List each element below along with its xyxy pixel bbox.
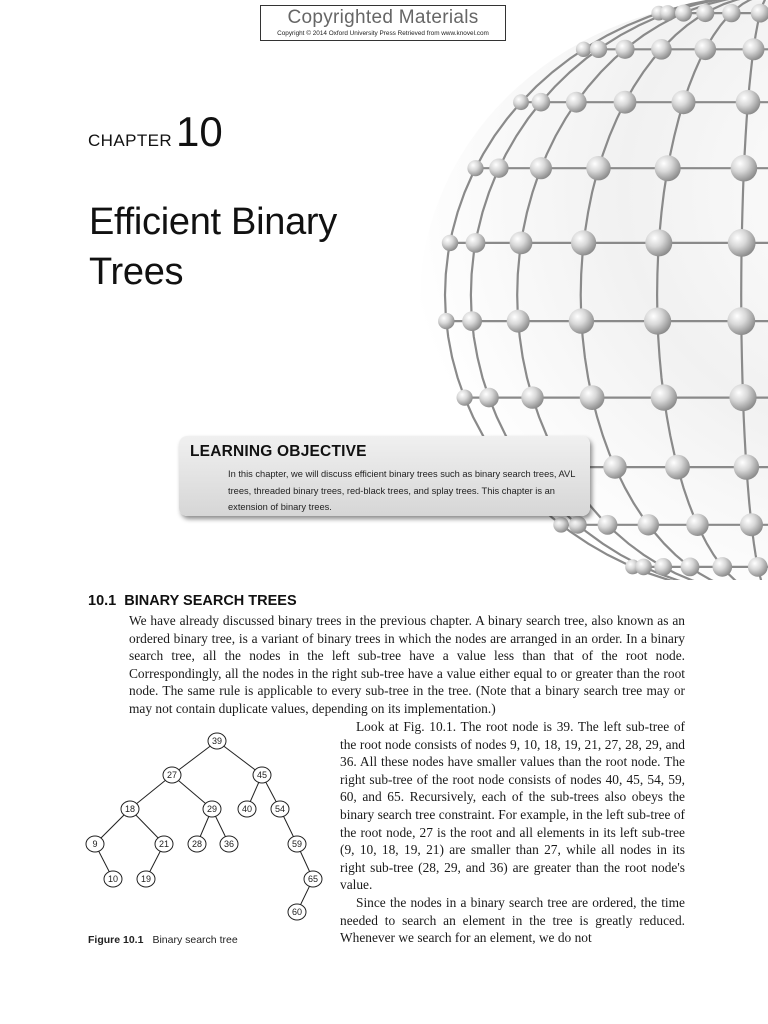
figure-label: Figure 10.1 [88, 934, 144, 946]
globe-node-sphere [614, 91, 637, 114]
globe-node-sphere [521, 386, 543, 408]
globe-node-sphere [686, 514, 708, 536]
tree-node-label: 27 [166, 770, 178, 781]
globe-node-sphere [462, 311, 482, 331]
tree-node-21 [155, 836, 173, 852]
globe-node-sphere [569, 516, 587, 534]
globe-node-sphere [654, 558, 672, 576]
tree-node-59 [288, 836, 306, 852]
globe-node-sphere [530, 157, 552, 179]
tree-node-label: 59 [291, 839, 303, 850]
globe-node-sphere [644, 308, 671, 335]
globe-node-sphere [655, 155, 681, 181]
section-heading [88, 593, 297, 609]
globe-node-sphere [743, 38, 765, 60]
copyright-title: Copyrighted Materials [287, 7, 479, 28]
chapter-title [89, 197, 409, 297]
tree-node-18 [121, 801, 139, 817]
body-paragraph-1 [129, 612, 685, 718]
globe-node-sphere [651, 384, 677, 410]
globe-node-sphere [438, 313, 454, 329]
globe-node-sphere [727, 307, 755, 335]
globe-node-sphere [489, 159, 508, 178]
globe-node-sphere [748, 557, 768, 577]
globe-node-sphere [729, 384, 756, 411]
globe-node-sphere [660, 5, 676, 21]
tree-node-label: 40 [241, 804, 253, 815]
tree-node-65 [304, 871, 322, 887]
tree-node-45 [253, 767, 271, 783]
chapter-title-line-1: Efficient Binary [89, 201, 337, 243]
chapter-label [88, 108, 223, 156]
globe-node-sphere [513, 94, 529, 110]
tree-node-label: 9 [92, 839, 98, 850]
tree-node-label: 54 [274, 804, 286, 815]
tree-node-label: 10 [107, 874, 119, 885]
chapter-word: CHAPTER [88, 131, 173, 150]
globe-node-sphere [586, 156, 610, 180]
tree-node-label: 60 [291, 907, 303, 918]
body-paragraph-3: Since the nodes in a binary search tree are ordered, the time needed to search an element in the tree is greatly reduced. Whenever we search for an element, we do not [340, 894, 685, 946]
globe-node-sphere [569, 308, 594, 333]
globe-node-sphere [675, 5, 692, 22]
globe-node-sphere [510, 232, 533, 255]
tree-node-label: 45 [256, 770, 268, 781]
globe-node-sphere [734, 454, 759, 479]
tree-node-9 [86, 836, 104, 852]
globe-node-sphere [651, 39, 672, 60]
globe-node-sphere [731, 155, 758, 182]
copyright-line: Copyright © 2014 Oxford University Press Retrieved from www.knovel.com [277, 30, 489, 37]
globe-node-sphere [635, 559, 652, 576]
body-paragraph-2: Look at Fig. 10.1. The root node is 39. The left sub-tree of the root node consists of nodes 9, 10, 18, 19, 21, 27, 28, 29, and 36. All these nodes have smaller values than the root node. The right sub-tree of the root node consists of nodes 40, 45, 54, 59, 60, and 65. Recursively, each of the sub-trees also obeys the binary search tree constraint. For example, in the left sub-tree of the root node, 27 is the root and all elements in its left sub-tree (9, 10, 18, 19, 21) are smaller than 27, while all nodes in its right sub-tree (28, 29, and 36) are greater than the root node's value. [340, 719, 685, 893]
body-column-right [340, 718, 685, 947]
globe-node-sphere [728, 229, 756, 257]
globe-node-sphere [598, 515, 618, 535]
globe-node-sphere [681, 558, 700, 577]
globe-node-sphere [442, 235, 458, 251]
tree-node-label: 28 [191, 839, 203, 850]
globe-node-sphere [695, 39, 717, 61]
globe-node-sphere [696, 4, 714, 22]
globe-node-sphere [638, 514, 659, 535]
globe-node-sphere [457, 390, 473, 406]
globe-node-sphere [571, 230, 596, 255]
tree-node-label: 21 [158, 839, 170, 850]
chapter-title-line-2: Trees [89, 251, 184, 293]
globe-node-sphere [466, 233, 486, 253]
globe-node-sphere [553, 517, 569, 533]
globe-node-sphere [507, 310, 530, 333]
globe-node-sphere [479, 388, 499, 408]
globe-node-sphere [532, 93, 551, 112]
globe-node-sphere [722, 4, 740, 22]
tree-node-label: 18 [124, 804, 136, 815]
tree-node-27 [163, 767, 181, 783]
paragraph-text: We have already discussed binary trees in the previous chapter. A binary search tree, also known as an ordered binary tree, is a variant of binary trees in which the nodes are arranged in an order. In a binary search tree, all the nodes in the left sub-tree have a value less than that of the root node. Correspondingly, all the nodes in the right sub-tree have a value either equal to or greater than the root node. The same rule is applicable to every sub-tree in the tree. (Note that a binary search tree may or may not contain duplicate values, depending on its implementation.) [129, 613, 685, 716]
learning-objective-text: In this chapter, we will discuss efficient binary trees such as binary search trees, AVL trees, threaded binary trees, red-black trees, and splay trees. This chapter is an extension of binary trees. [228, 469, 576, 512]
globe-node-sphere [590, 41, 607, 58]
globe-node-sphere [603, 455, 626, 478]
chapter-number: 10 [176, 108, 223, 155]
globe-node-sphere [615, 40, 634, 59]
binary-search-tree-figure [80, 728, 330, 926]
globe-node-sphere [665, 455, 690, 480]
tree-node-29 [203, 801, 221, 817]
section-number: 10.1 [88, 593, 117, 609]
tree-node-28 [188, 836, 206, 852]
tree-node-19 [137, 871, 155, 887]
globe-node-sphere [672, 90, 696, 114]
learning-objective-heading: LEARNING OBJECTIVE [190, 443, 367, 460]
globe-node-sphere [736, 90, 761, 115]
globe-node-sphere [580, 385, 605, 410]
tree-node-40 [238, 801, 256, 817]
globe-node-sphere [740, 513, 763, 536]
globe-node-sphere [467, 160, 483, 176]
tree-node-39 [208, 733, 226, 749]
globe-node-sphere [713, 557, 733, 577]
globe-node-sphere [645, 229, 672, 256]
tree-node-label: 36 [223, 839, 235, 850]
tree-node-label: 65 [307, 874, 319, 885]
tree-node-36 [220, 836, 238, 852]
tree-node-60 [288, 904, 306, 920]
tree-node-10 [104, 871, 122, 887]
section-title: BINARY SEARCH TREES [124, 593, 297, 609]
tree-node-label: 29 [206, 804, 218, 815]
tree-node-label: 39 [211, 736, 223, 747]
tree-node-54 [271, 801, 289, 817]
figure-caption [88, 934, 238, 946]
tree-node-label: 19 [140, 874, 152, 885]
globe-node-sphere [576, 42, 591, 57]
globe-node-sphere [566, 92, 587, 113]
figure-caption-text: Binary search tree [152, 934, 238, 946]
